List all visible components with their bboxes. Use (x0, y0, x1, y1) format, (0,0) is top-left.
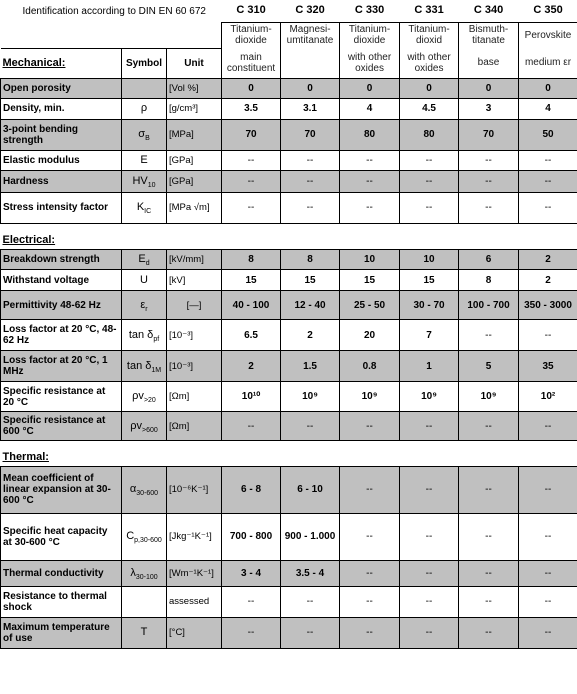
row-resistance-20 (1, 382, 577, 412)
value-cell: -- (340, 170, 400, 192)
value-cell: 350 - 3000 (519, 291, 577, 320)
value-cell: -- (400, 412, 459, 441)
value-cell: -- (459, 320, 519, 351)
value-cell: 10¹⁰ (222, 382, 281, 412)
property-unit: [MPa] (167, 119, 222, 150)
value-cell: -- (281, 586, 340, 617)
property-unit: [GPa] (167, 150, 222, 170)
value-cell: -- (459, 412, 519, 441)
value-cell: -- (459, 170, 519, 192)
value-cell: 70 (222, 119, 281, 150)
row-withstand-voltage (1, 270, 577, 291)
value-cell: -- (459, 192, 519, 223)
value-cell: 10² (519, 382, 577, 412)
value-cell: -- (400, 586, 459, 617)
value-cell: 15 (222, 270, 281, 291)
property-unit: [10⁻³] (167, 351, 222, 382)
value-cell: 6 (459, 250, 519, 270)
property-label: Specific resistance at 600 °C (1, 412, 122, 441)
value-cell: -- (400, 466, 459, 513)
value-cell: -- (281, 192, 340, 223)
header-names-row (1, 22, 577, 48)
value-cell: 4.5 (400, 98, 459, 119)
material-code: C 331 (414, 4, 444, 17)
property-symbol: E (122, 150, 167, 170)
value-cell: 3.5 (222, 98, 281, 119)
property-label: Thermal conductivity (1, 560, 122, 586)
unit-column-header: Unit (167, 48, 222, 78)
value-cell: 2 (222, 351, 281, 382)
row-max-temperature (1, 617, 577, 648)
value-cell: 1 (400, 351, 459, 382)
value-cell: -- (459, 466, 519, 513)
material-code: C 320 (295, 4, 325, 17)
property-symbol: $E_d$ (122, 250, 167, 270)
value-cell: -- (222, 412, 281, 441)
property-label: Specific resistance at 20 °C (1, 382, 122, 412)
property-symbol: ρ (122, 98, 167, 119)
value-cell: -- (340, 466, 400, 513)
property-symbol: $\tan \delta_{pf}$ (122, 320, 167, 351)
value-cell: 2 (519, 250, 577, 270)
property-unit: [10⁻⁶K⁻¹] (167, 466, 222, 513)
material-note: with other oxides (340, 48, 400, 78)
value-cell: -- (459, 560, 519, 586)
property-label: Permittivity 48-62 Hz (1, 291, 122, 320)
value-cell: -- (340, 412, 400, 441)
row-hardness (1, 170, 577, 192)
property-symbol: U (122, 270, 167, 291)
value-cell: 35 (519, 351, 577, 382)
property-unit: [Wm⁻¹K⁻¹] (167, 560, 222, 586)
value-cell: 80 (340, 119, 400, 150)
property-label: Loss factor at 20 °C, 1 MHz (1, 351, 122, 382)
value-cell: 10⁹ (400, 382, 459, 412)
value-cell: -- (519, 513, 577, 560)
value-cell: 4 (340, 98, 400, 119)
property-label: Density, min. (1, 98, 122, 119)
property-label: Hardness (1, 170, 122, 192)
value-cell: -- (340, 560, 400, 586)
property-symbol: $\rho v_{>20}$ (122, 382, 167, 412)
value-cell: 10⁹ (459, 382, 519, 412)
value-cell: 0 (400, 78, 459, 98)
row-thermal-shock (1, 586, 577, 617)
material-code: C 310 (236, 4, 266, 17)
value-cell: -- (519, 466, 577, 513)
value-cell: -- (519, 560, 577, 586)
value-cell: 10⁹ (340, 382, 400, 412)
property-unit: [kV/mm] (167, 250, 222, 270)
value-cell: -- (281, 170, 340, 192)
property-symbol: $\alpha_{30-600}$ (122, 466, 167, 513)
value-cell: 2 (519, 270, 577, 291)
property-unit: [Ωm] (167, 382, 222, 412)
row-density (1, 98, 577, 119)
value-cell: 10⁹ (281, 382, 340, 412)
row-resistance-600 (1, 412, 577, 441)
value-cell: 4 (519, 98, 577, 119)
value-cell: 15 (340, 270, 400, 291)
property-symbol: $K_{IC}$ (122, 192, 167, 223)
value-cell: 8 (222, 250, 281, 270)
value-cell: 7 (400, 320, 459, 351)
value-cell: 40 - 100 (222, 291, 281, 320)
value-cell: -- (222, 617, 281, 648)
value-cell: -- (400, 560, 459, 586)
value-cell: 30 - 70 (400, 291, 459, 320)
value-cell: -- (222, 150, 281, 170)
row-specific-heat (1, 513, 577, 560)
value-cell: 70 (459, 119, 519, 150)
value-cell: -- (400, 617, 459, 648)
value-cell: -- (340, 617, 400, 648)
value-cell: 700 - 800 (222, 513, 281, 560)
material-name: Titanium-dioxide (340, 22, 400, 48)
material-note (281, 48, 340, 78)
row-linear-expansion (1, 466, 577, 513)
row-open-porosity (1, 78, 577, 98)
value-cell: 0 (519, 78, 577, 98)
value-cell: 70 (281, 119, 340, 150)
value-cell: 15 (281, 270, 340, 291)
value-cell: 12 - 40 (281, 291, 340, 320)
property-unit: [g/cm³] (167, 98, 222, 119)
value-cell: 3.1 (281, 98, 340, 119)
property-unit: [GPa] (167, 170, 222, 192)
value-cell: 6 - 8 (222, 466, 281, 513)
value-cell: -- (519, 150, 577, 170)
property-label: Stress intensity factor (1, 192, 122, 223)
value-cell: -- (400, 170, 459, 192)
value-cell: 0 (281, 78, 340, 98)
property-label: Mean coefficient of linear expansion at 30-600 °C (1, 466, 122, 513)
property-label: Withstand voltage (1, 270, 122, 291)
value-cell: -- (459, 513, 519, 560)
value-cell: 3.5 - 4 (281, 560, 340, 586)
property-label: Maximum temperature of use (1, 617, 122, 648)
property-symbol: $\sigma_B$ (122, 119, 167, 150)
section-thermal: Thermal: (1, 450, 122, 466)
property-unit: [Vol %] (167, 78, 222, 98)
row-stress-intensity (1, 192, 577, 223)
value-cell: 5 (459, 351, 519, 382)
property-unit: [kV] (167, 270, 222, 291)
material-note: main constituent (222, 48, 281, 78)
row-loss-factor-1m (1, 351, 577, 382)
material-note: medium εr (519, 48, 577, 78)
property-symbol: $\rho v_{>600}$ (122, 412, 167, 441)
value-cell: -- (340, 150, 400, 170)
value-cell: 10 (400, 250, 459, 270)
material-name: Titanium-dioxid (400, 22, 459, 48)
property-label: Resistance to thermal shock (1, 586, 122, 617)
material-code: C 350 (533, 4, 563, 17)
electrical-heading-row (1, 233, 577, 250)
property-symbol: $\tan \delta_{1M}$ (122, 351, 167, 382)
property-symbol (122, 78, 167, 98)
value-cell: -- (400, 513, 459, 560)
value-cell: -- (459, 150, 519, 170)
value-cell: -- (400, 150, 459, 170)
value-cell: 15 (400, 270, 459, 291)
value-cell: -- (400, 192, 459, 223)
value-cell: -- (222, 192, 281, 223)
value-cell: 3 (459, 98, 519, 119)
value-cell: -- (519, 192, 577, 223)
value-cell: -- (519, 617, 577, 648)
value-cell: 2 (281, 320, 340, 351)
material-note: base (459, 48, 519, 78)
value-cell: 8 (459, 270, 519, 291)
property-unit: assessed (167, 586, 222, 617)
property-label: Breakdown strength (1, 250, 122, 270)
property-unit: [10⁻³] (167, 320, 222, 351)
symbol-column-header: Symbol (122, 48, 167, 78)
material-name: Bismuth-titanate (459, 22, 519, 48)
property-label: Specific heat capacity at 30-600 °C (1, 513, 122, 560)
value-cell: -- (340, 513, 400, 560)
row-permittivity (1, 291, 577, 320)
header-codes-row (1, 0, 577, 22)
value-cell: -- (281, 150, 340, 170)
material-name: Magnesi-umtitanate (281, 22, 340, 48)
value-cell: -- (519, 412, 577, 441)
value-cell: 100 - 700 (459, 291, 519, 320)
value-cell: 6 - 10 (281, 466, 340, 513)
property-symbol (122, 586, 167, 617)
thermal-heading-row (1, 450, 577, 466)
material-name: Titanium-dioxide (222, 22, 281, 48)
value-cell: -- (281, 412, 340, 441)
row-elastic-modulus (1, 150, 577, 170)
property-unit: [Ωm] (167, 412, 222, 441)
row-thermal-conductivity (1, 560, 577, 586)
property-label: 3-point bending strength (1, 119, 122, 150)
row-breakdown-strength (1, 250, 577, 270)
property-label: Loss factor at 20 °C, 48-62 Hz (1, 320, 122, 351)
material-name: Perovskite (519, 22, 577, 48)
value-cell: 25 - 50 (340, 291, 400, 320)
material-code: C 340 (473, 4, 504, 17)
value-cell: 10 (340, 250, 400, 270)
material-code: C 330 (354, 4, 385, 17)
property-label: Elastic modulus (1, 150, 122, 170)
property-symbol: $\varepsilon_r$ (122, 291, 167, 320)
value-cell: -- (340, 192, 400, 223)
value-cell: -- (459, 617, 519, 648)
value-cell: 1.5 (281, 351, 340, 382)
property-unit: [MPa √m] (167, 192, 222, 223)
row-bending-strength (1, 119, 577, 150)
property-symbol: $HV_{10}$ (122, 170, 167, 192)
property-unit: [°C] (167, 617, 222, 648)
value-cell: 0.8 (340, 351, 400, 382)
value-cell: 8 (281, 250, 340, 270)
value-cell: -- (459, 586, 519, 617)
value-cell: 50 (519, 119, 577, 150)
property-symbol: $C_{p,30-600}$ (122, 513, 167, 560)
property-unit: [—] (167, 291, 222, 320)
value-cell: -- (281, 617, 340, 648)
header-section-row (1, 48, 577, 78)
property-symbol: T (122, 617, 167, 648)
section-electrical: Electrical: (1, 233, 122, 250)
value-cell: -- (519, 320, 577, 351)
section-mechanical: Mechanical: (1, 48, 122, 78)
value-cell: 80 (400, 119, 459, 150)
value-cell: 900 - 1.000 (281, 513, 340, 560)
row-loss-factor-pf (1, 320, 577, 351)
value-cell: -- (222, 170, 281, 192)
property-unit: [Jkg⁻¹K⁻¹] (167, 513, 222, 560)
value-cell: -- (519, 170, 577, 192)
property-label: Open porosity (1, 78, 122, 98)
material-note: with other oxides (400, 48, 459, 78)
value-cell: 0 (459, 78, 519, 98)
value-cell: 0 (222, 78, 281, 98)
value-cell: -- (222, 586, 281, 617)
value-cell: 3 - 4 (222, 560, 281, 586)
value-cell: -- (519, 586, 577, 617)
value-cell: 0 (340, 78, 400, 98)
value-cell: 20 (340, 320, 400, 351)
identification-label: Identification according to DIN EN 60 672 (22, 5, 206, 17)
property-symbol: $\lambda_{30-100}$ (122, 560, 167, 586)
value-cell: -- (340, 586, 400, 617)
value-cell: 6.5 (222, 320, 281, 351)
